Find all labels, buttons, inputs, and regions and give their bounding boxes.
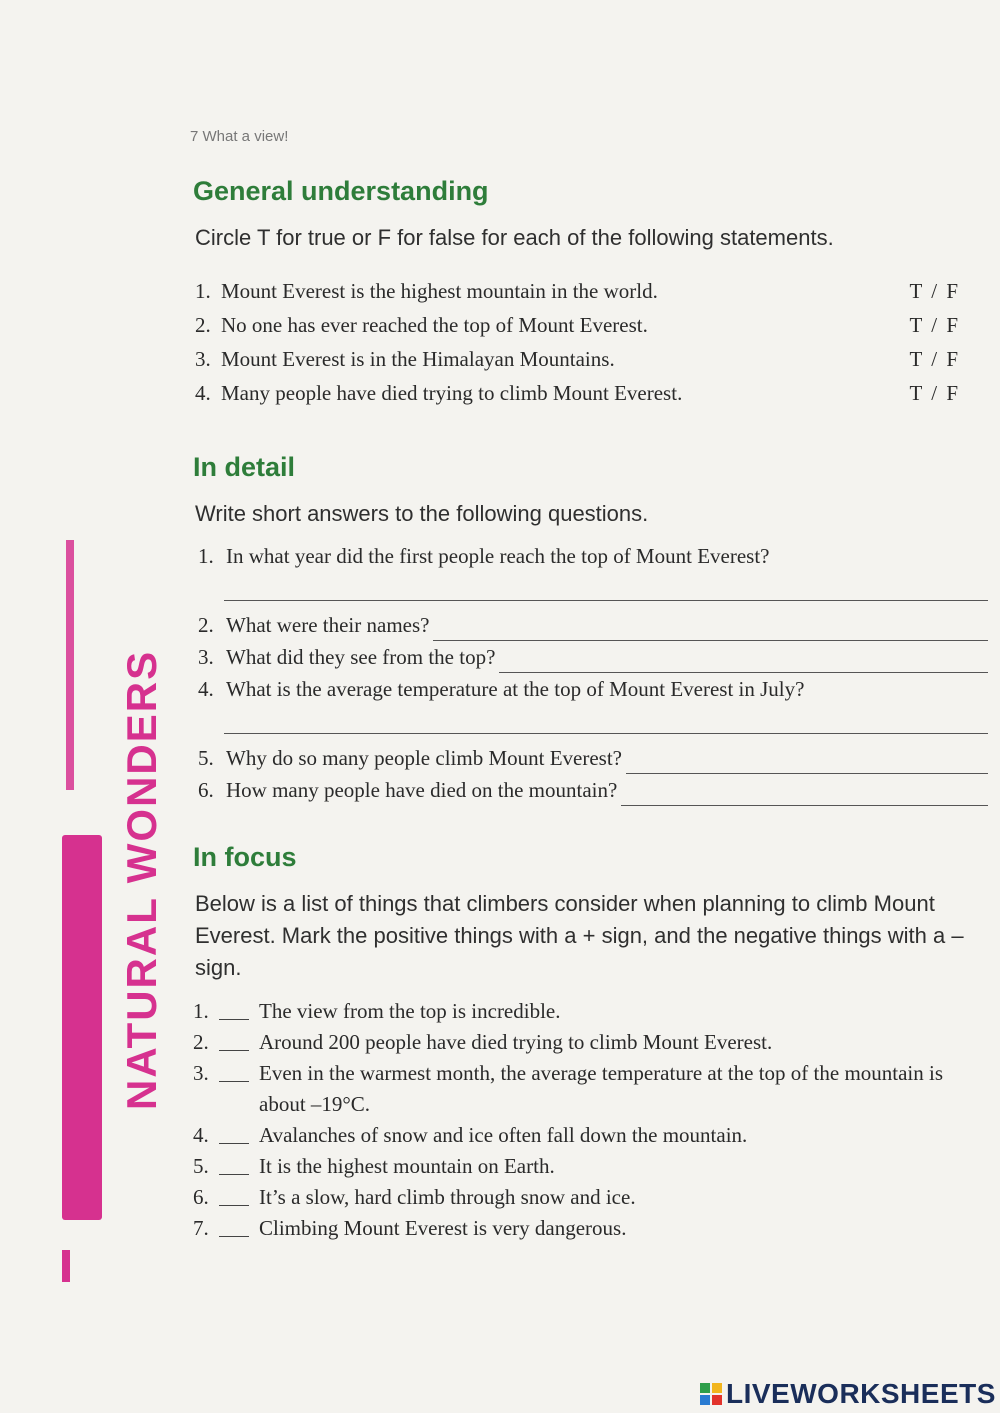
item-number: 7. — [193, 1216, 209, 1240]
true-false-choice[interactable]: T / F — [909, 347, 960, 371]
item-statement: Many people have died trying to climb Mount Everest. — [221, 381, 683, 405]
instruction-detail: Write short answers to the following questions. — [195, 501, 649, 526]
section-title-general: General understanding — [193, 176, 489, 206]
item-number: 2. — [193, 1030, 209, 1054]
section-title-detail: In detail — [193, 452, 296, 482]
question-text: How many people have died on the mountain? — [226, 778, 618, 802]
true-false-choice[interactable]: T / F — [909, 279, 960, 303]
question-text: What is the average temperature at the top of Mount Everest in July? — [226, 677, 805, 701]
sign-blank[interactable] — [219, 1123, 249, 1144]
sign-blank[interactable] — [219, 999, 249, 1020]
question-item — [198, 540, 988, 572]
liveworksheets-logo — [700, 1378, 996, 1410]
item-statement: Avalanches of snow and ice often fall down the mountain. — [259, 1123, 748, 1147]
side-tab-bar — [62, 835, 102, 1220]
logo-square — [700, 1383, 710, 1393]
focus-item — [193, 1058, 953, 1120]
question-item — [198, 742, 988, 774]
sign-blank[interactable] — [219, 1185, 249, 1206]
logo-square — [700, 1395, 710, 1405]
item-statement: Even in the warmest month, the average temperature at the top of the mountain is about –19°C. — [259, 1061, 944, 1116]
logo-mark-icon — [700, 1383, 722, 1405]
focus-item — [193, 1151, 953, 1182]
sign-blank[interactable] — [219, 1216, 249, 1237]
item-statement: Mount Everest is in the Himalayan Mountains. — [221, 347, 615, 371]
question-number: 3. — [198, 645, 214, 669]
tf-item — [195, 308, 970, 342]
section-title-focus: In focus — [193, 842, 297, 872]
item-number: 2. — [195, 313, 211, 337]
answer-line[interactable] — [433, 616, 988, 641]
logo-text: LIVEWORKSHEETS — [726, 1378, 996, 1409]
question-number: 6. — [198, 778, 214, 802]
question-number: 2. — [198, 613, 214, 637]
item-number: 1. — [193, 999, 209, 1023]
sign-blank[interactable] — [219, 1030, 249, 1051]
item-number: 1. — [195, 279, 211, 303]
side-tab-marker — [62, 1250, 70, 1282]
tf-item — [195, 376, 970, 410]
focus-item — [193, 1213, 953, 1244]
question-text: What did they see from the top? — [226, 645, 496, 669]
tf-item — [195, 274, 970, 308]
true-false-list — [195, 274, 970, 410]
true-false-choice[interactable]: T / F — [909, 313, 960, 337]
item-statement: The view from the top is incredible. — [259, 999, 561, 1023]
question-number: 1. — [198, 544, 214, 568]
focus-item — [193, 1027, 953, 1058]
question-item — [198, 673, 988, 705]
instruction-focus: Below is a list of things that climbers consider when planning to climb Mount Everest. Mark the positive things with a + sign, and the negative things with a – sign. — [195, 891, 964, 980]
item-number: 3. — [193, 1061, 209, 1085]
tf-item — [195, 342, 970, 376]
sign-blank[interactable] — [219, 1061, 249, 1082]
instruction-general: Circle T for true or F for false for each of the following statements. — [195, 225, 834, 250]
answer-line[interactable] — [621, 781, 988, 806]
question-number: 4. — [198, 677, 214, 701]
item-number: 6. — [193, 1185, 209, 1209]
question-item — [198, 609, 988, 641]
answer-line[interactable] — [224, 705, 988, 734]
question-number: 5. — [198, 746, 214, 770]
true-false-choice[interactable]: T / F — [909, 381, 960, 405]
item-statement: Climbing Mount Everest is very dangerous. — [259, 1216, 627, 1240]
question-item — [198, 641, 988, 673]
answer-line[interactable] — [499, 648, 988, 673]
focus-item — [193, 1182, 953, 1213]
answer-line[interactable] — [224, 572, 988, 601]
item-statement: Around 200 people have died trying to climb Mount Everest. — [259, 1030, 773, 1054]
question-item — [198, 774, 988, 806]
item-statement: It is the highest mountain on Earth. — [259, 1154, 555, 1178]
side-tab-label: NATURAL WONDERS — [118, 649, 165, 1110]
logo-square — [712, 1383, 722, 1393]
plus-minus-list — [193, 996, 953, 1244]
focus-item — [193, 996, 953, 1027]
item-statement: Mount Everest is the highest mountain in the world. — [221, 279, 658, 303]
item-number: 5. — [193, 1154, 209, 1178]
item-number: 4. — [193, 1123, 209, 1147]
item-number: 3. — [195, 347, 211, 371]
item-number: 4. — [195, 381, 211, 405]
answer-line[interactable] — [626, 749, 988, 774]
question-text: What were their names? — [226, 613, 430, 637]
item-statement: It’s a slow, hard climb through snow and ice. — [259, 1185, 636, 1209]
question-text: Why do so many people climb Mount Everest? — [226, 746, 622, 770]
focus-item — [193, 1120, 953, 1151]
side-tab-stripe — [66, 540, 74, 790]
running-head: 7 What a view! — [190, 128, 289, 145]
question-text: In what year did the first people reach the top of Mount Everest? — [226, 544, 770, 568]
item-statement: No one has ever reached the top of Mount Everest. — [221, 313, 648, 337]
logo-square — [712, 1395, 722, 1405]
short-answer-list — [198, 540, 988, 806]
sign-blank[interactable] — [219, 1154, 249, 1175]
